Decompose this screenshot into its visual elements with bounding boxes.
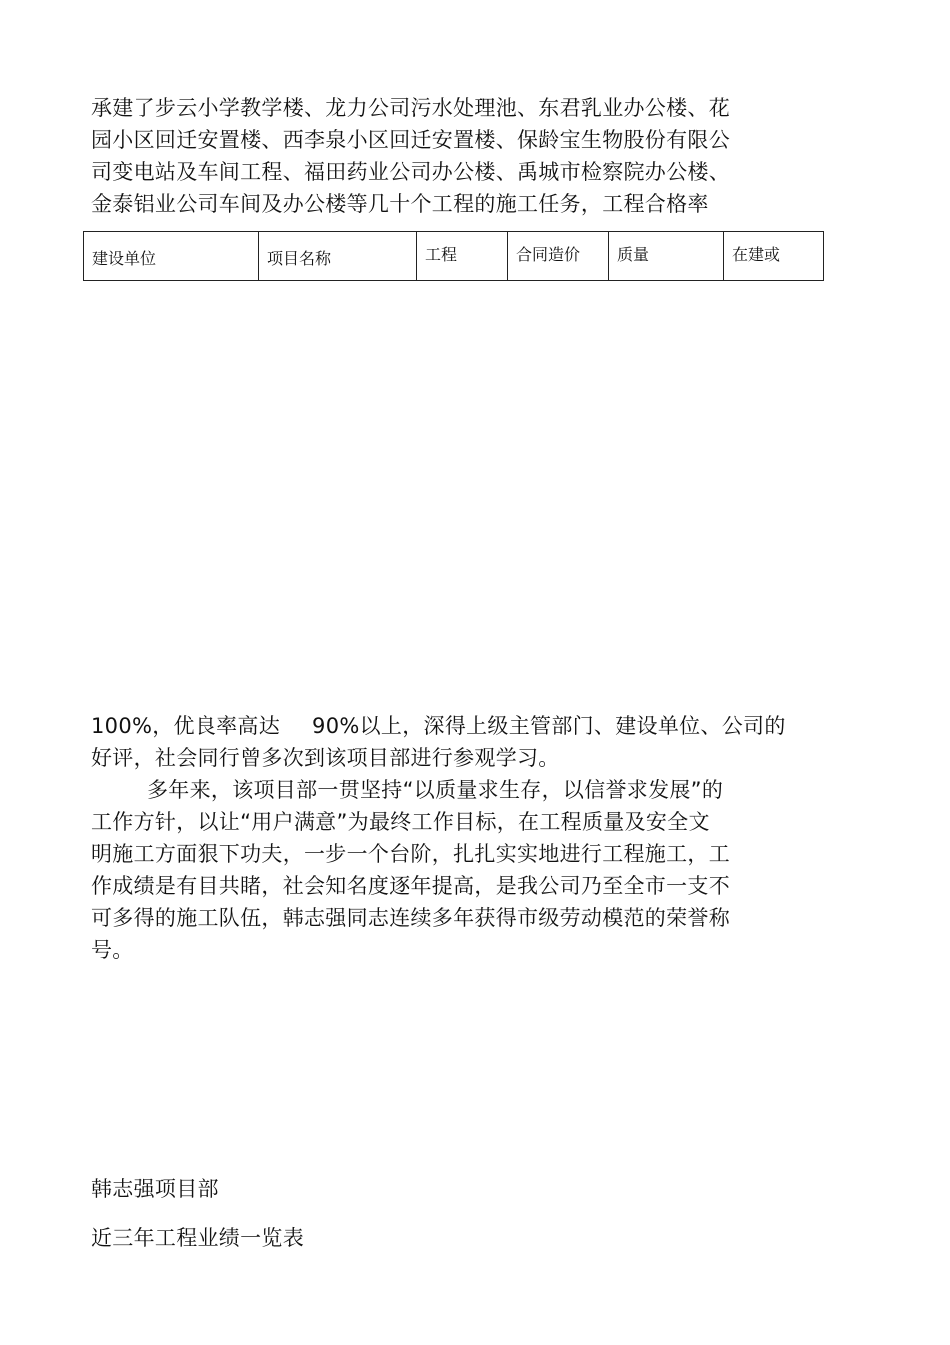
text-line: 承建了步云小学教学楼、龙力公司污水处理池、东君乳业办公楼、花 <box>91 96 730 120</box>
text-line: 金泰铝业公司车间及办公楼等几十个工程的施工任务，工程合格率 <box>91 192 709 216</box>
header-cell-engineering: 工程 <box>417 232 508 281</box>
text-fragment: 90%以上，深得上级主管部门、建设单位、公司的 <box>312 714 786 738</box>
text-line: 号。 <box>91 938 134 962</box>
header-cell-project-name: 项目名称 <box>259 232 417 281</box>
header-cell-contract-price: 合同造价 <box>508 232 609 281</box>
text-line: 工作方针，以让“用户满意”为最终工作目标，在工程质量及安全文 <box>91 810 710 834</box>
header-cell-status: 在建或 <box>724 232 824 281</box>
department-name: 韩志强项目部 <box>91 1177 219 1201</box>
table-header-row <box>84 232 824 281</box>
header-cell-builder: 建设单位 <box>84 232 259 281</box>
performance-table <box>83 231 824 281</box>
text-line: 可多得的施工队伍，韩志强同志连续多年获得市级劳动模范的荣誉称 <box>91 906 730 930</box>
text-line: 园小区回迁安置楼、西李泉小区回迁安置楼、保龄宝生物股份有限公 <box>91 128 730 152</box>
text-line: 明施工方面狠下功夫，一步一个台阶，扎扎实实地进行工程施工，工 <box>91 842 730 866</box>
header-cell-quality: 质量 <box>609 232 724 281</box>
text-line <box>91 710 786 742</box>
text-line: 司变电站及车间工程、福田药业公司办公楼、禹城市检察院办公楼、 <box>91 160 730 184</box>
text-line: 好评，社会同行曾多次到该项目部进行参观学习。 <box>91 746 560 770</box>
text-line: 多年来，该项目部一贯坚持“以质量求生存，以信誉求发展”的 <box>147 778 724 802</box>
text-line: 作成绩是有目共睹，社会知名度逐年提高，是我公司乃至全市一支不 <box>91 874 730 898</box>
text-fragment: 100%，优良率高达 <box>91 714 281 738</box>
table-title: 近三年工程业绩一览表 <box>91 1226 304 1250</box>
